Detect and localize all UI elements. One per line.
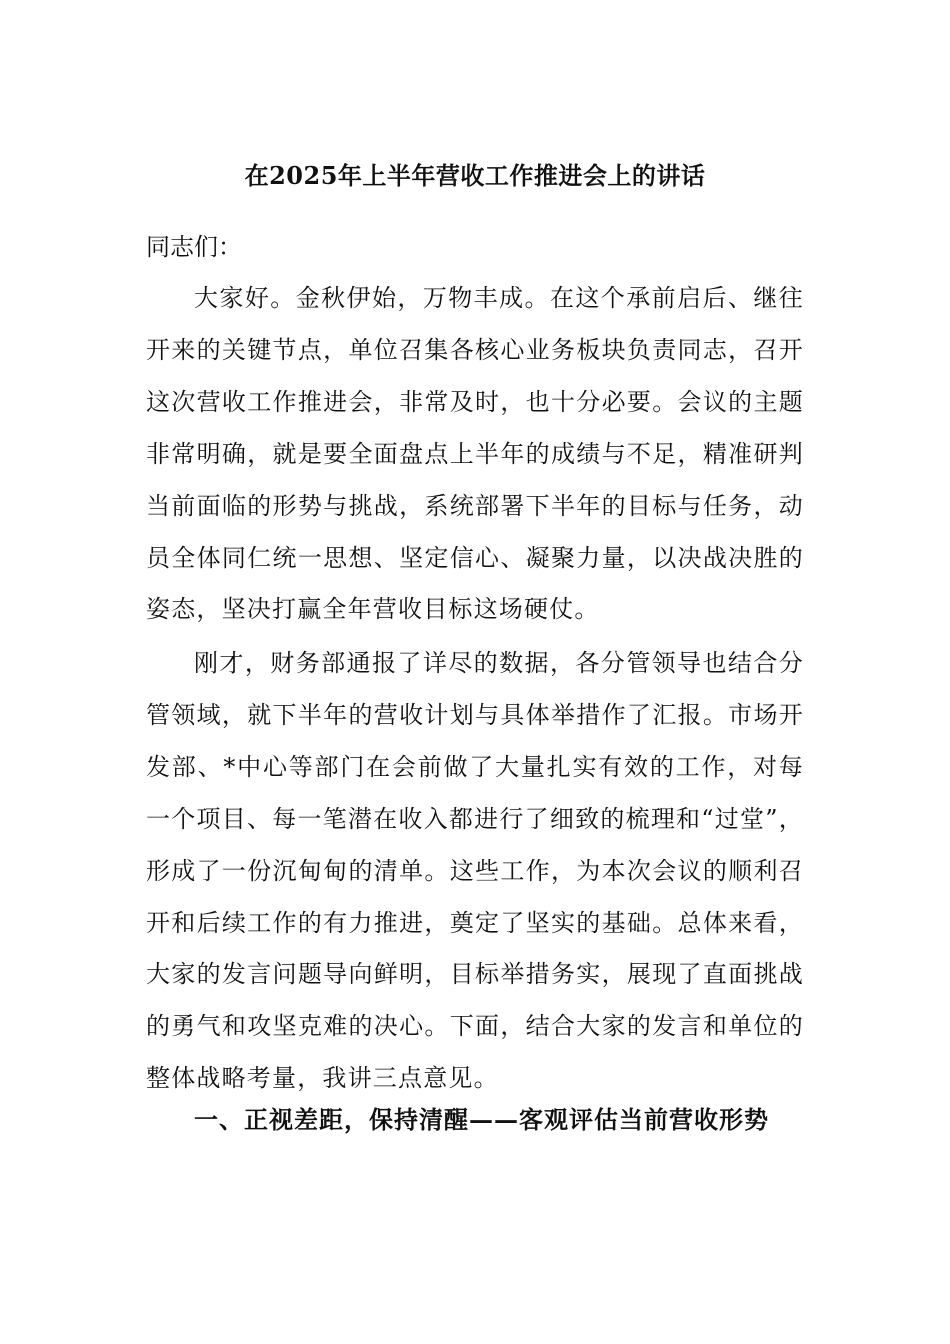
salutation: 同志们： <box>146 233 242 261</box>
paragraph-opening: 大家好。金秋伊始，万物丰成。在这个承前启后、继往开来的关键节点，单位召集各核心业务板块负责同志，召开这次营收工作推进会，非常及时，也十分必要。会议的主题非常明确，就是要全面盘点上半年的成绩与不足，精准研判当前面临的形势与挑战，系统部署下半年的目标与任务，动员全体同仁统一思想、坚定信心、凝聚力量，以决战决胜的姿态，坚决打赢全年营收目标这场硬仗。 <box>146 284 804 624</box>
paragraph-review: 刚才，财务部通报了详尽的数据，各分管领导也结合分管领域，就下半年的营收计划与具体举措作了汇报。市场开发部、*中心等部门在会前做了大量扎实有效的工作，对每一个项目、每一笔潜在收入都进行了细致的梳理和“过堂”，形成了一份沉甸甸的清单。这些工作，为本次会议的顺利召开和后续工作的有力推进，奠定了坚实的基础。总体来看，大家的发言问题导向鲜明，目标举措务实，展现了直面挑战的勇气和攻坚克难的决心。下面，结合大家的发言和单位的整体战略考量，我讲三点意见。 <box>146 649 804 1093</box>
section-heading: 一、正视差距，保持清醒——客观评估当前营收形势 <box>194 1105 769 1134</box>
document-title: 在2025年上半年营收工作推进会上的讲话 <box>244 161 706 190</box>
